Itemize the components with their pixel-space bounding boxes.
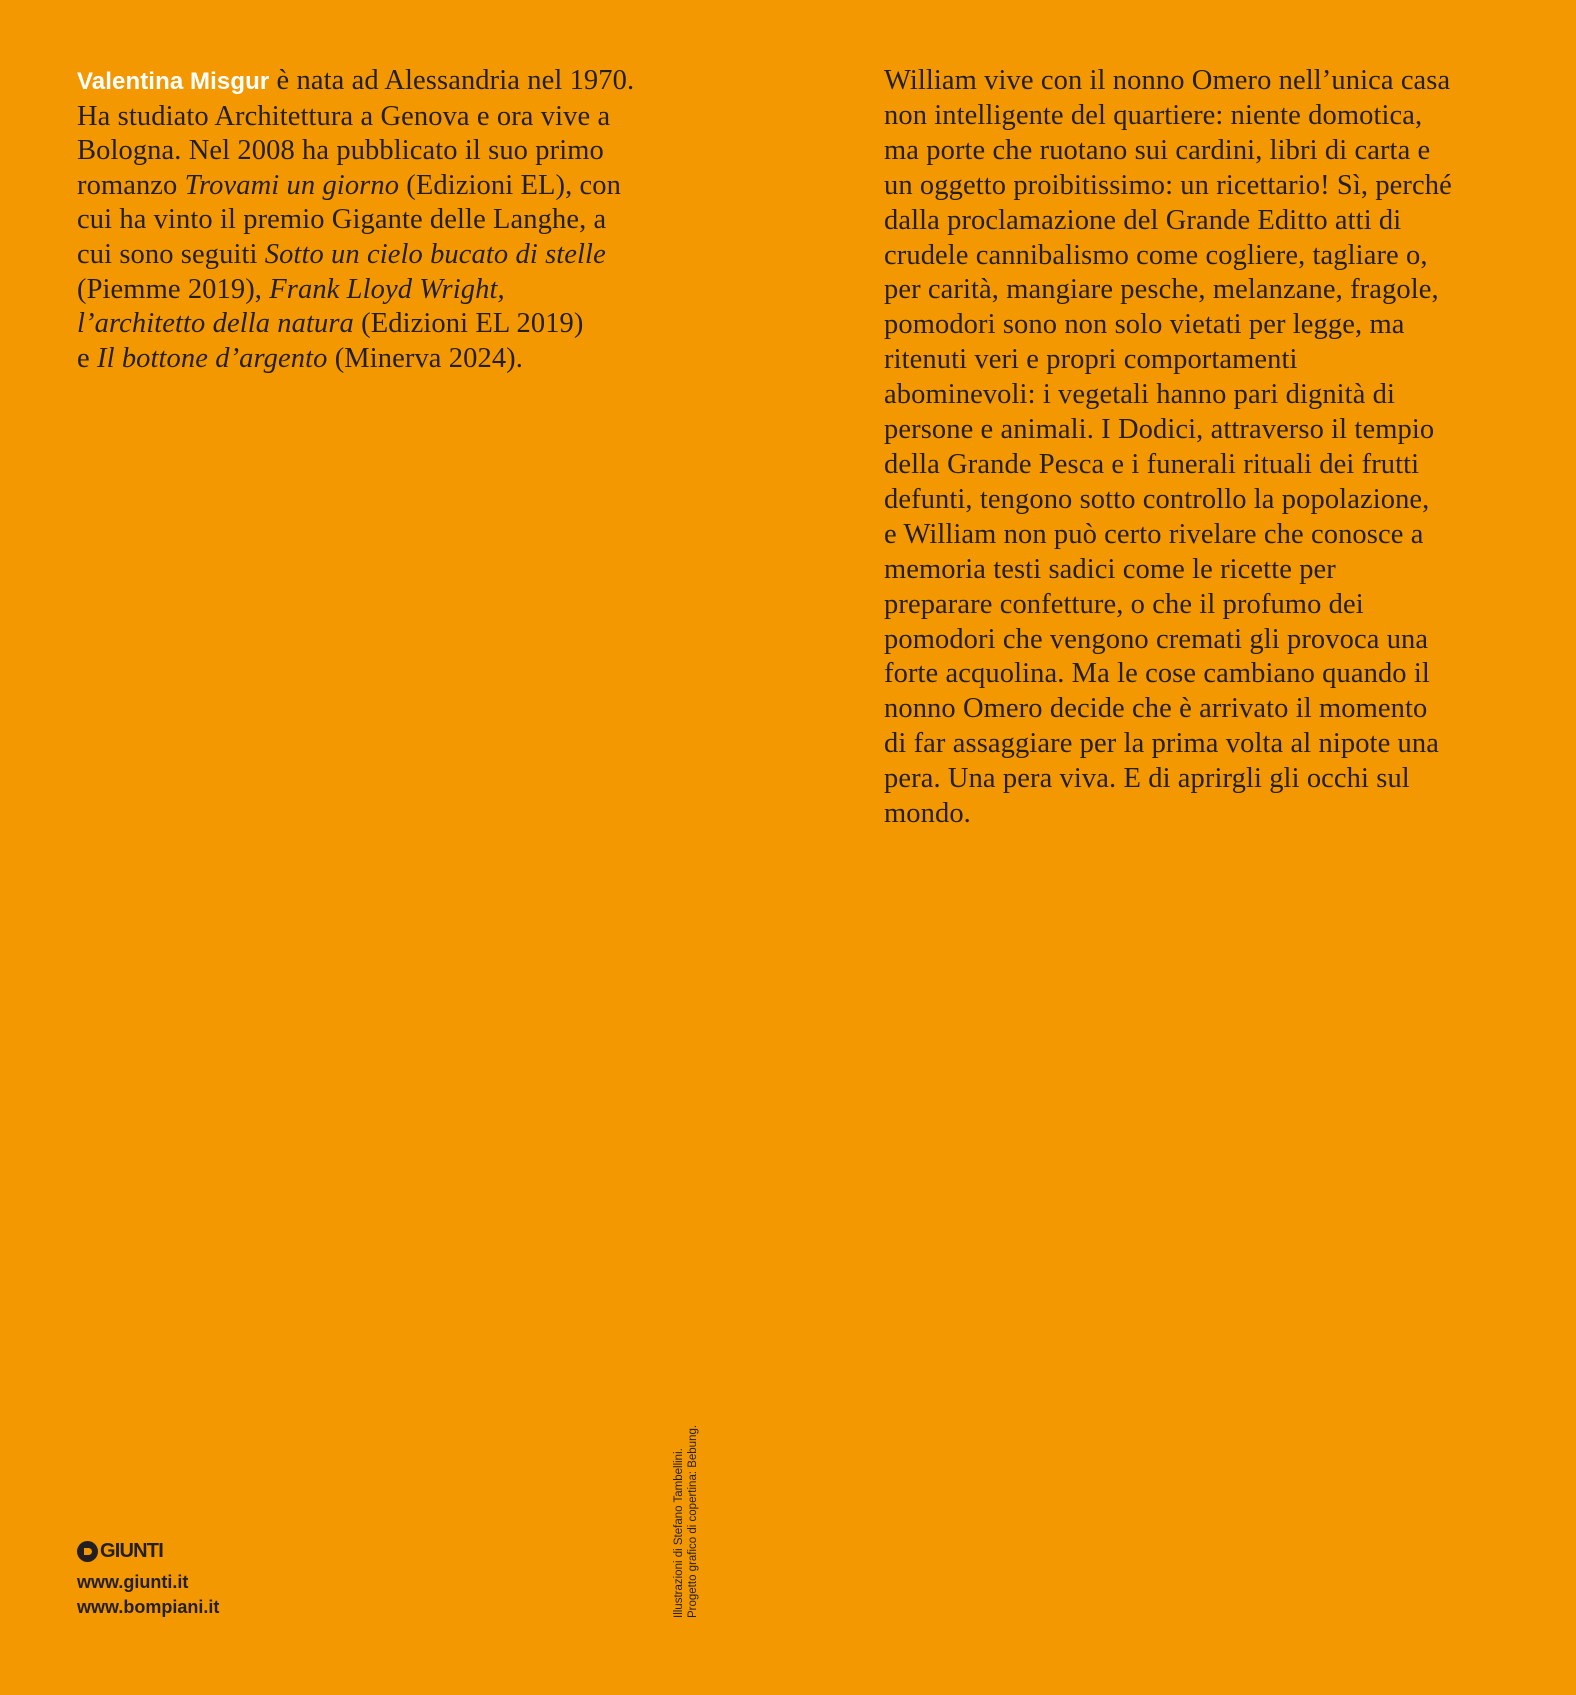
synopsis-line: ma porte che ruotano sui cardini, libri di carta e: [884, 134, 1431, 166]
book-title: Frank Lloyd Wright,: [269, 273, 505, 305]
synopsis-line: della Grande Pesca e i funerali rituali dei frutti: [884, 448, 1420, 480]
book-synopsis: [884, 64, 1524, 832]
publisher-name: GIUNTI: [100, 1539, 163, 1562]
author-name: Valentina Misgur: [77, 68, 270, 95]
bio-text: e: [77, 342, 97, 374]
synopsis-line: pomodori che vengono cremati gli provoca una: [884, 623, 1429, 655]
synopsis-line: William vive con il nonno Omero nell’unica casa: [884, 65, 1451, 96]
design-credit: Progetto grafico di copertina: Bebung.: [687, 1424, 699, 1618]
synopsis-line: memoria testi sadici come le ricette per: [884, 553, 1336, 585]
cover-credits: [672, 1425, 700, 1618]
book-title: l’architetto della natura: [77, 308, 354, 340]
synopsis-line: non intelligente del quartiere: niente domotica,: [884, 99, 1423, 131]
bio-text: romanzo: [77, 169, 185, 201]
bio-line: [77, 169, 717, 204]
book-title: Il bottone d’argento: [96, 342, 328, 374]
giunti-logo-icon: [77, 1541, 98, 1562]
synopsis-line: preparare confetture, o che il profumo dei: [884, 588, 1364, 620]
synopsis-line: pera. Una pera viva. E di aprirgli gli occhi sul: [884, 763, 1410, 795]
author-bio: [77, 64, 717, 376]
synopsis-line: ritenuti veri e propri comportamenti: [884, 344, 1298, 376]
synopsis-line: di far assaggiare per la prima volta al nipote una: [884, 728, 1439, 760]
book-title: Trovami un giorno: [184, 169, 400, 201]
bompiani-url-link[interactable]: www.bompiani.it: [77, 1597, 220, 1617]
synopsis-line: pomodori sono non solo vietati per legge, ma: [884, 309, 1405, 341]
bio-line: [77, 64, 717, 100]
book-title: Sotto un cielo bucato di stelle: [264, 238, 606, 270]
bio-line: Ha studiato Architettura a Genova e ora vive a: [77, 100, 611, 132]
synopsis-line: un oggetto proibitissimo: un ricettario! Sì, perché: [884, 169, 1452, 201]
synopsis-line: e William non può certo rivelare che conosce a: [884, 518, 1424, 550]
bio-text: (Minerva 2024).: [327, 342, 523, 374]
synopsis-line: crudele cannibalismo come cogliere, tagliare o,: [884, 239, 1428, 271]
giunti-logo: [77, 1538, 163, 1564]
synopsis-line: dalla proclamazione del Grande Editto atti di: [884, 204, 1402, 236]
illustration-credit: Illustrazioni di Stefano Tambellini.: [673, 1448, 685, 1618]
bio-line: [77, 307, 717, 342]
synopsis-line: nonno Omero decide che è arrivato il momento: [884, 693, 1428, 725]
synopsis-line: defunti, tengono sotto controllo la popolazione,: [884, 483, 1430, 515]
synopsis-line: abominevoli: i vegetali hanno pari dignità di: [884, 379, 1396, 411]
giunti-url-link[interactable]: www.giunti.it: [77, 1572, 189, 1592]
synopsis-line: per carità, mangiare pesche, melanzane, fragole,: [884, 274, 1439, 306]
synopsis-line: forte acquolina. Ma le cose cambiano quando il: [884, 658, 1430, 690]
bio-text: (Piemme 2019),: [77, 273, 270, 305]
bio-text: cui sono seguiti: [77, 238, 265, 270]
publisher-logo: [77, 1538, 163, 1564]
bio-line: [77, 273, 717, 308]
bio-text: (Edizioni EL), con: [399, 169, 621, 201]
bio-text: è nata ad Alessandria nel 1970.: [269, 65, 635, 96]
bio-line: [77, 342, 717, 377]
publisher-urls: [77, 1570, 219, 1620]
synopsis-line: persone e animali. I Dodici, attraverso il tempio: [884, 414, 1435, 446]
bio-text: (Edizioni EL 2019): [353, 308, 584, 340]
bio-line: [77, 238, 717, 273]
bio-line: cui ha vinto il premio Gigante delle Langhe, a: [77, 204, 607, 236]
bio-line: Bologna. Nel 2008 ha pubblicato il suo primo: [77, 135, 604, 167]
synopsis-line: mondo.: [884, 798, 971, 830]
